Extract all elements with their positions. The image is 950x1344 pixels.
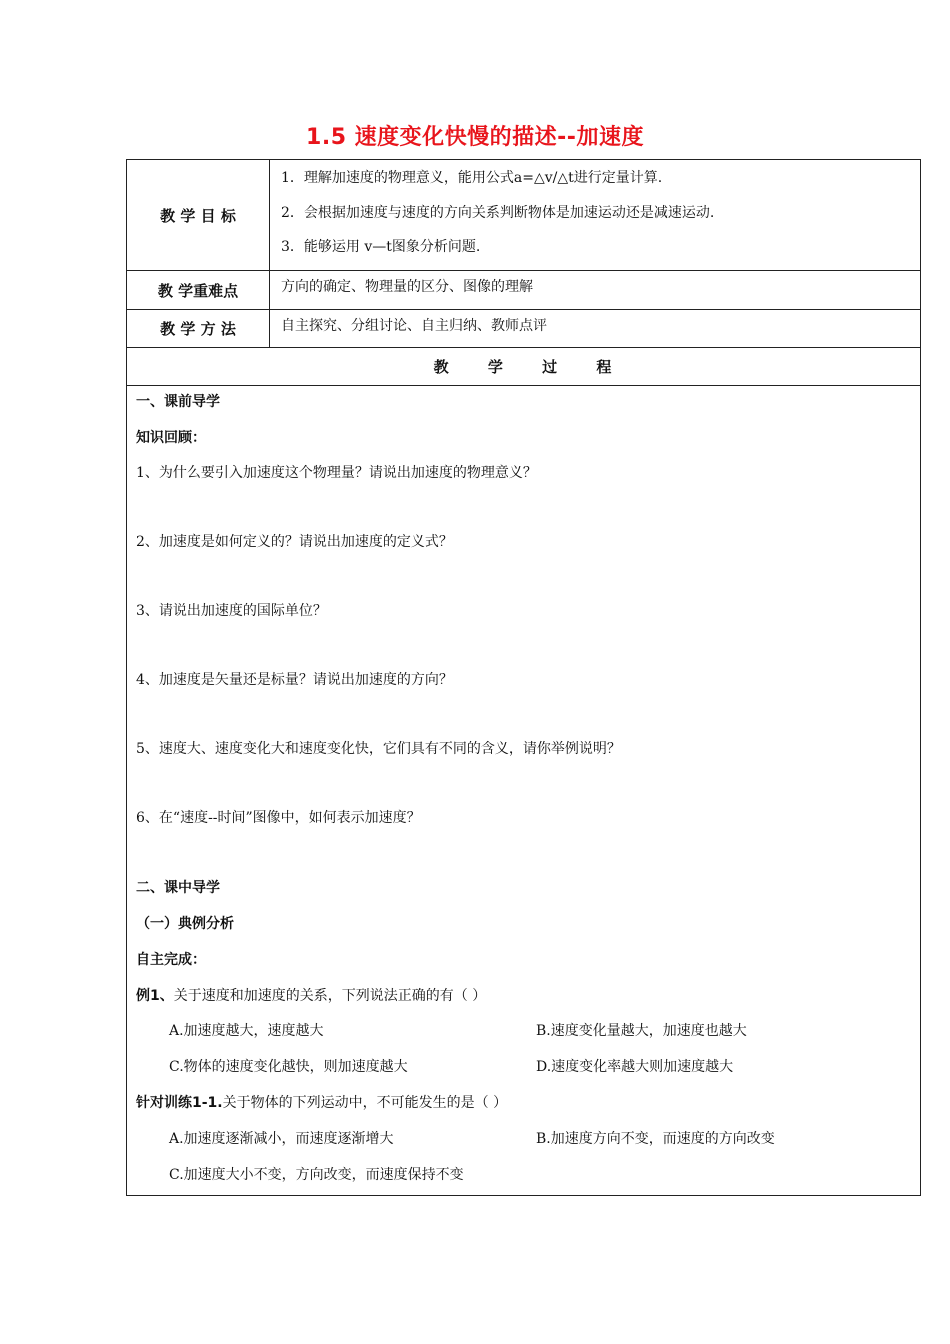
training-option-a: A.加速度逐渐减小，而速度逐渐增大 — [169, 1131, 394, 1147]
question-item: 1、为什么要引入加速度这个物理量？请说出加速度的物理意义？ — [136, 465, 537, 481]
question-item: 6、在“速度--时间”图像中，如何表示加速度？ — [136, 810, 421, 826]
section2-subheading: （一）典例分析 — [136, 916, 234, 932]
self-complete-label: 自主完成： — [136, 952, 206, 968]
training-question — [136, 1092, 507, 1112]
example1-stem: 关于速度和加速度的关系，下列说法正确的有（ ） — [173, 988, 487, 1004]
difficulty-label: 教 学重难点 — [127, 271, 270, 309]
method-row — [127, 310, 920, 348]
example1-option-c: C.物体的速度变化越快，则加速度越大 — [169, 1059, 408, 1075]
example1-option-d: D.速度变化率越大则加速度越大 — [536, 1059, 734, 1075]
page-title: 1.5 速度变化快慢的描述--加速度 — [306, 125, 644, 150]
method-label: 教 学 方 法 — [127, 310, 270, 347]
section1-heading: 一、课前导学 — [136, 394, 220, 410]
question-item: 5、速度大、速度变化大和速度变化快，它们具有不同的含义，请你举例说明？ — [136, 741, 621, 757]
objective-item: 3．能够运用 v—t图象分析问题. — [281, 239, 481, 255]
training-label: 针对训练1-1. — [136, 1095, 223, 1111]
example1-option-a: A.加速度越大，速度越大 — [169, 1023, 324, 1039]
question-item: 2、加速度是如何定义的？请说出加速度的定义式？ — [136, 534, 453, 550]
training-option-c: C.加速度大小不变，方向改变，而速度保持不变 — [169, 1167, 464, 1183]
objective-item: 1．理解加速度的物理意义，能用公式a=△v/△t进行定量计算. — [281, 170, 663, 186]
objective-item: 2．会根据加速度与速度的方向关系判断物体是加速运动还是减速运动. — [281, 205, 715, 221]
section2-heading: 二、课中导学 — [136, 880, 220, 896]
example1-option-b: B.速度变化量越大，加速度也越大 — [536, 1023, 747, 1039]
lesson-table — [126, 159, 921, 1196]
question-item: 4、加速度是矢量还是标量？请说出加速度的方向？ — [136, 672, 453, 688]
process-header: 教 学 过 程 — [433, 358, 614, 376]
example1-label: 例1、 — [136, 988, 174, 1004]
section1-subheading: 知识回顾： — [136, 430, 206, 446]
objectives-label: 教 学 目 标 — [127, 160, 270, 270]
training-option-b: B.加速度方向不变，而速度的方向改变 — [536, 1131, 775, 1147]
training-stem: 关于物体的下列运动中，不可能发生的是（ ） — [222, 1095, 508, 1111]
process-header-row — [127, 348, 920, 386]
method-value: 自主探究、分组讨论、自主归纳、教师点评 — [281, 318, 547, 334]
objectives-row — [127, 160, 920, 271]
example1-question — [136, 985, 486, 1005]
difficulty-row — [127, 271, 920, 310]
difficulty-value: 方向的确定、物理量的区分、图像的理解 — [281, 279, 533, 295]
question-item: 3、请说出加速度的国际单位？ — [136, 603, 327, 619]
